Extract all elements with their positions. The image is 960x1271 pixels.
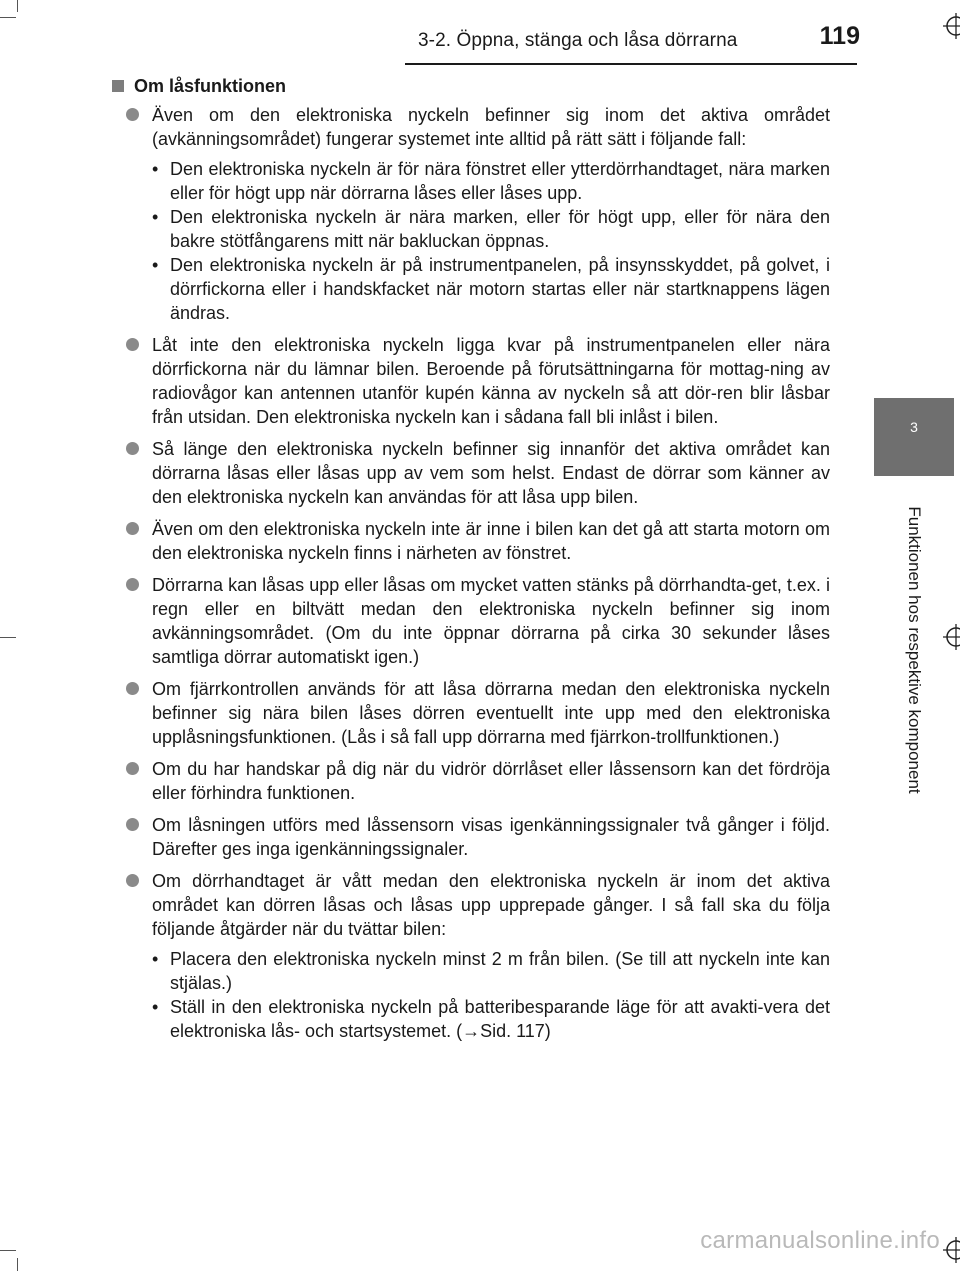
round-bullet-icon — [126, 682, 139, 695]
list-item-text: Om låsningen utförs med låssensorn visas igenkänningssignaler två gånger i följd. Därefter ges inga igenkänningssignaler. — [152, 815, 830, 859]
crop-mark — [17, 1258, 18, 1271]
round-bullet-icon — [126, 338, 139, 351]
header-rule — [405, 63, 857, 65]
page-body — [112, 74, 830, 1051]
sub-list-item: • Den elektroniska nyckeln är på instrumentpanelen, på insynsskyddet, på golvet, i dörrfickorna eller i handskfacket när motorn startas eller när startknappens lägen ändras. — [152, 255, 830, 323]
sub-list-item-text: Den elektroniska nyckeln är nära marken, eller för högt upp, eller för nära den bakre stötfångarens mitt när bakluckan öppnas. — [170, 207, 830, 251]
list-item — [112, 573, 830, 669]
round-bullet-icon — [126, 762, 139, 775]
list-item-text: Så länge den elektroniska nyckeln befinner sig innanför det aktiva området kan dörrarna låsas eller låsas upp av vem som helst. Endast de dörrar som känner av den elektroniska nyckeln kan användas för att låsa upp bilen. — [152, 439, 830, 507]
list-item-text: Dörrarna kan låsas upp eller låsas om mycket vatten stänks på dörrhandta-get, t.ex. i regn eller en biltvätt medan den elektroniska nyckeln befinner sig inom avkänningsområdet. (Om du inte öppnar dörrarna på cirka 30 sekunder låses samtliga dörrar automatiskt igen.) — [152, 575, 830, 667]
sub-list — [152, 157, 830, 325]
list-item — [112, 437, 830, 509]
square-bullet-icon — [112, 80, 124, 92]
list-item-text: Om du har handskar på dig när du vidrör dörrlåset eller låssensorn kan det fördröja eller förhindra funktionen. — [152, 759, 830, 803]
round-bullet-icon — [126, 818, 139, 831]
sub-list-item-text: Ställ in den elektroniska nyckeln på batteribesparande läge för att avakti-vera det elektroniska lås- och startsystemet. (→Sid. 117) — [170, 997, 830, 1041]
round-bullet-icon — [126, 442, 139, 455]
section-heading-text: Om låsfunktionen — [134, 76, 287, 96]
sub-list-item: • Den elektroniska nyckeln är för nära fönstret eller ytterdörrhandtaget, nära marken eller för högt upp när dörrarna låses eller låses upp. — [152, 159, 830, 203]
list-item — [112, 333, 830, 429]
crop-mark — [17, 0, 18, 12]
watermark: carmanualsonline.info — [700, 1227, 940, 1254]
sub-list — [152, 947, 830, 1043]
sub-list-item-text: Placera den elektroniska nyckeln minst 2 m från bilen. (Se till att nyckeln inte kan stjälas.) — [170, 949, 830, 993]
chapter-number: 3 — [910, 419, 918, 435]
list-item — [112, 103, 830, 325]
list-item-text: Även om den elektroniska nyckeln inte är inne i bilen kan det gå att starta motorn om den elektroniska nyckeln finns i närheten av fönstret. — [152, 519, 830, 563]
registration-mark-icon — [943, 1237, 960, 1263]
list-item-text: Om fjärrkontrollen används för att låsa dörrarna medan den elektroniska nyckeln befinner sig nära bilen låses dörren eventuellt inte upp med den elektroniska upplåsningsfunktionen. (Lås i så fall upp dörrarna med fjärrkon-trollfunktionen.) — [152, 679, 830, 747]
list-item — [112, 757, 830, 805]
sub-list-item-text: Den elektroniska nyckeln är på instrumentpanelen, på insynsskyddet, på golvet, i dörrfickorna eller i handskfacket när motorn startas eller när startknappens lägen ändras. — [170, 255, 830, 323]
section-heading — [112, 74, 830, 98]
sub-list-item-text: Den elektroniska nyckeln är för nära fönstret eller ytterdörrhandtaget, nära marken eller för högt upp när dörrarna låses eller låses upp. — [170, 159, 830, 203]
page-number: 119 — [819, 22, 860, 50]
sub-list-item: • Den elektroniska nyckeln är nära marken, eller för högt upp, eller för nära den bakre stötfångarens mitt när bakluckan öppnas. — [152, 207, 830, 251]
round-bullet-icon — [126, 874, 139, 887]
round-bullet-icon — [126, 578, 139, 591]
list-item-text: Om dörrhandtaget är vått medan den elektroniska nyckeln är inom det aktiva området kan dörren låsas och låsas upp upprepade gånger. I så fall ska du följa följande åtgärder när du tvättar bilen: — [152, 871, 830, 939]
crop-mark — [0, 17, 16, 18]
list-item — [112, 813, 830, 861]
running-header-section-title: 3-2. Öppna, stänga och låsa dörrarna — [418, 30, 738, 51]
crop-mark — [0, 637, 16, 638]
registration-mark-icon — [943, 13, 960, 39]
list-item — [112, 869, 830, 1043]
chapter-tab — [874, 398, 954, 476]
sub-list-item: • Placera den elektroniska nyckeln minst 2 m från bilen. (Se till att nyckeln inte kan stjälas.) — [152, 949, 830, 993]
registration-mark-icon — [943, 624, 960, 650]
list-item — [112, 677, 830, 749]
round-bullet-icon — [126, 522, 139, 535]
list-item-text: Även om den elektroniska nyckeln befinner sig inom det aktiva området (avkänningsområdet) fungerar systemet inte alltid på rätt sätt i följande fall: — [152, 105, 830, 149]
round-bullet-icon — [126, 108, 139, 121]
crop-mark — [0, 1250, 16, 1251]
list-item-text: Låt inte den elektroniska nyckeln ligga kvar på instrumentpanelen eller nära dörrfickorna när du lämnar bilen. Beroende på förutsättningarna för mottag-ning av radiovågor kan antennen utanför kupén känna av nyckeln så att dör-ren blir låsbar från utsidan. Den elektroniska nyckeln kan i sådana fall bli inlåst i bilen. — [152, 335, 830, 427]
list-item — [112, 517, 830, 565]
sub-list-item: • Ställ in den elektroniska nyckeln på batteribesparande läge för att avakti-vera det elektroniska lås- och startsystemet. (→Sid. 117) — [152, 997, 830, 1041]
chapter-title-vertical: Funktionen hos respektive komponent — [905, 506, 924, 794]
